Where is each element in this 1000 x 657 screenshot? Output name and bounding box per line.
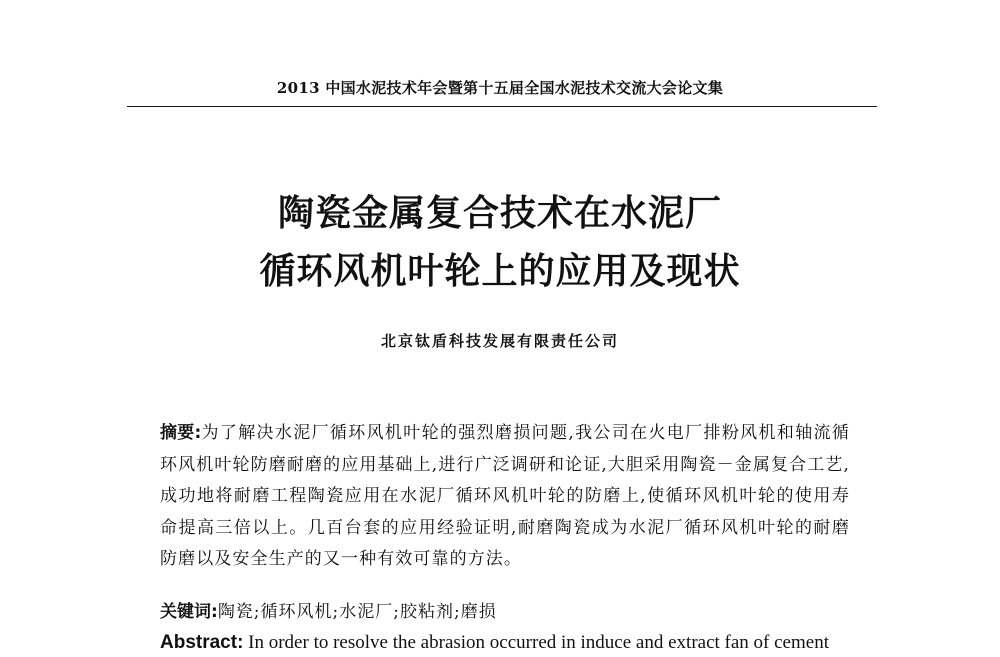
chinese-abstract [160,418,850,576]
running-header: 2013 中国水泥技术年会暨第十五届全国水泥技术交流大会论文集 [276,79,724,97]
keywords [160,598,850,626]
abstract-zh-label: 摘要: [160,423,202,443]
abstract-en-text: In order to resolve the abrasion occurred in induce and extract fan of cement [243,632,829,653]
header-rule [127,106,877,107]
title-line-1: 陶瓷金属复合技术在水泥厂 [277,193,722,234]
keywords-label: 关键词: [160,602,218,622]
title-line-2: 循环风机叶轮上的应用及现状 [259,251,741,292]
keywords-text: 陶瓷;循环风机;水泥厂;胶粘剂;磨损 [217,602,497,622]
abstract-zh-text: 为了解决水泥厂循环风机叶轮的强烈磨损问题,我公司在火电厂排粉风机和轴流循环风机叶轮防磨耐磨的应用基础上,进行广泛调研和论证,大胆采用陶瓷－金属复合工艺,成功地将耐磨工程陶瓷应用在水泥厂循环风机叶轮的防磨上,使循环风机叶轮的使用寿命提高三倍以上。几百台套的应用经验证明,耐磨陶瓷成为水泥厂循环风机叶轮的耐磨防磨以及安全生产的又一种有效可靠的方法。 [160,423,850,569]
abstract-en-label: Abstract: [160,632,244,653]
author-affiliation: 北京钛盾科技发展有限责任公司 [380,332,619,350]
